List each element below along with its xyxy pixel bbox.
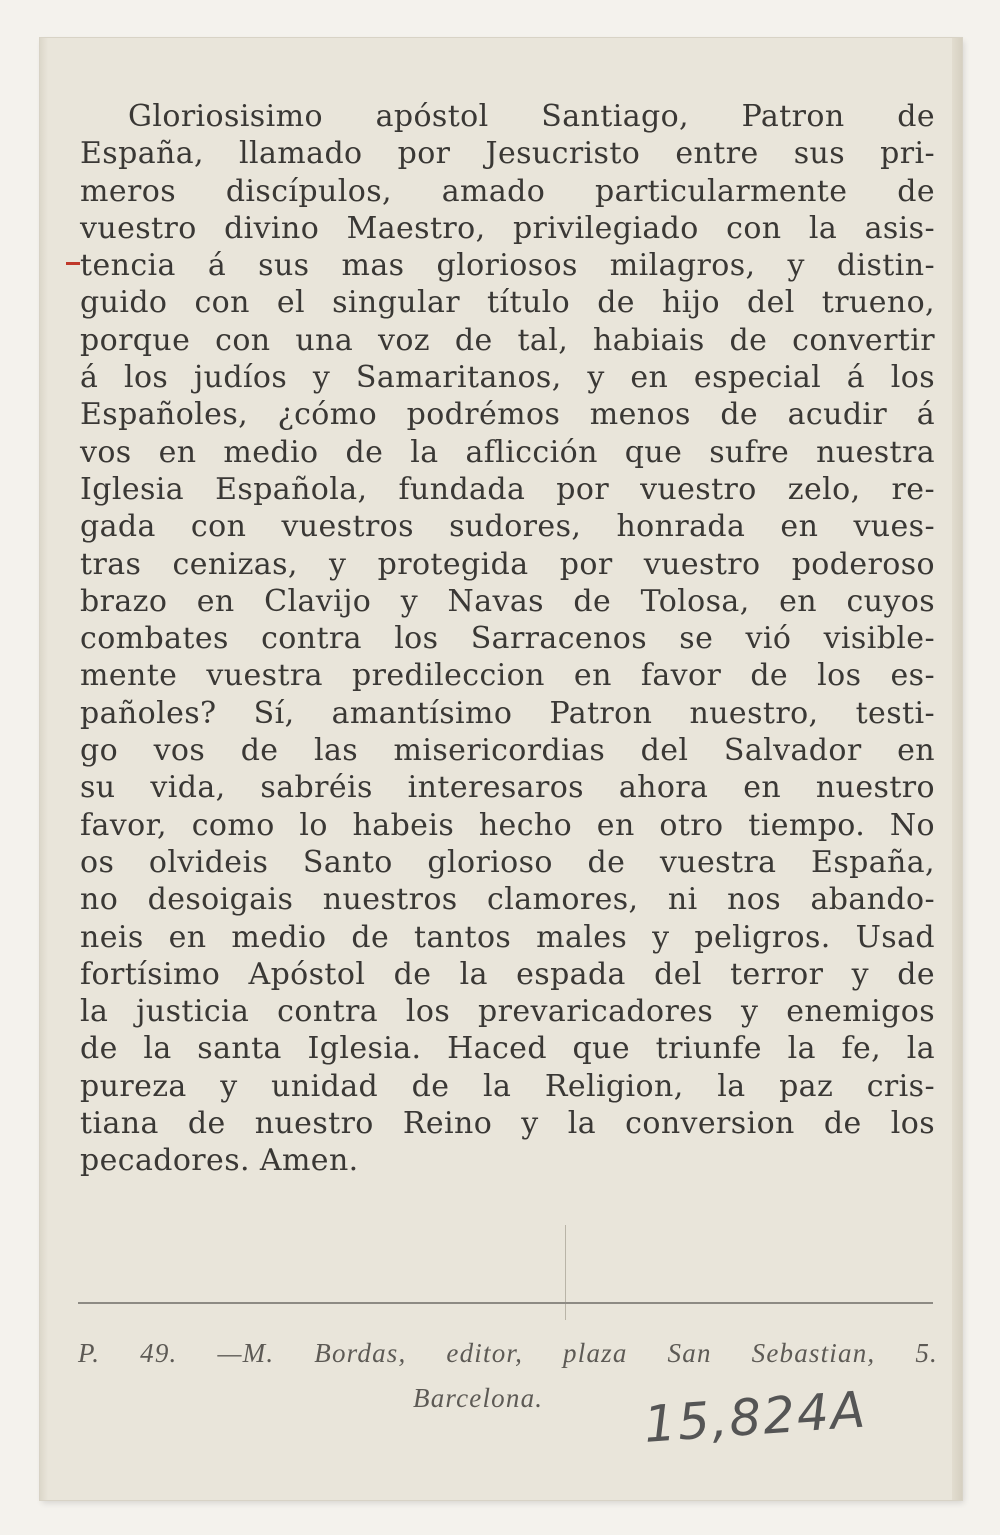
prayer-line: la justicia contra los prevaricadores y enemigos bbox=[80, 994, 935, 1030]
prayer-line: gada con vuestros sudores, honrada en vues- bbox=[80, 509, 935, 545]
prayer-line: su vida, sabréis interesaros ahora en nuestro bbox=[80, 770, 935, 806]
ink-mark bbox=[66, 262, 80, 265]
prayer-line: guido con el singular título de hijo del trueno, bbox=[80, 285, 935, 321]
prayer-line: tiana de nuestro Reino y la conversion de los bbox=[80, 1106, 935, 1142]
prayer-line: porque con una voz de tal, habiais de convertir bbox=[80, 322, 935, 358]
prayer-line: tras cenizas, y protegida por vuestro poderoso bbox=[80, 546, 935, 582]
publisher-city: Barcelona. bbox=[413, 1383, 544, 1413]
prayer-line: pañoles? Sí, amantísimo Patron nuestro, testi- bbox=[80, 695, 935, 731]
prayer-line: combates contra los Sarracenos se vió visible- bbox=[80, 621, 935, 657]
prayer-line: favor, como lo habeis hecho en otro tiempo. No bbox=[80, 807, 935, 843]
prayer-line: España, llamado por Jesucristo entre sus pri- bbox=[80, 136, 935, 172]
prayer-line: vos en medio de la aflicción que sufre nuestra bbox=[80, 434, 935, 470]
prayer-line: neis en medio de tantos males y peligros. Usad bbox=[80, 919, 935, 955]
prayer-line: á los judíos y Samaritanos, y en especial á los bbox=[80, 360, 935, 396]
prayer-text bbox=[80, 98, 935, 1180]
prayer-line: pureza y unidad de la Religion, la paz cris- bbox=[80, 1068, 935, 1104]
prayer-line: brazo en Clavijo y Navas de Tolosa, en cuyos bbox=[80, 583, 935, 619]
prayer-line: Gloriosisimo apóstol Santiago, Patron de bbox=[128, 99, 935, 134]
prayer-line: meros discípulos, amado particularmente de bbox=[80, 173, 935, 209]
prayer-line: pecadores. Amen. bbox=[80, 1143, 359, 1179]
crease-line bbox=[565, 1225, 566, 1320]
prayer-line: fortísimo Apóstol de la espada del terror y de bbox=[80, 956, 935, 992]
prayer-line: no desoigais nuestros clamores, ni nos abando- bbox=[80, 882, 935, 918]
card-left-edge bbox=[40, 38, 48, 1500]
prayer-line: vuestro divino Maestro, privilegiado con la asis- bbox=[80, 210, 935, 246]
prayer-line: tencia á sus mas gloriosos milagros, y distin- bbox=[80, 248, 935, 284]
prayer-line: Españoles, ¿cómo podrémos menos de acudir á bbox=[80, 397, 935, 433]
prayer-line: de la santa Iglesia. Haced que triunfe la fe, la bbox=[80, 1031, 935, 1067]
card-right-edge bbox=[952, 38, 962, 1500]
prayer-line: os olvideis Santo glorioso de vuestra España, bbox=[80, 844, 935, 880]
prayer-line: go vos de las misericordias del Salvador en bbox=[80, 733, 935, 769]
handwritten-catalog-number: 15,824A bbox=[642, 1380, 869, 1454]
prayer-line: mente vuestra predileccion en favor de los es- bbox=[80, 658, 935, 694]
prayer-line: Iglesia Española, fundada por vuestro zelo, re- bbox=[80, 471, 935, 507]
publisher-line: P. 49. —M. Bordas, editor, plaza San Sebastian, 5. bbox=[78, 1338, 938, 1368]
separator-rule bbox=[78, 1302, 933, 1304]
